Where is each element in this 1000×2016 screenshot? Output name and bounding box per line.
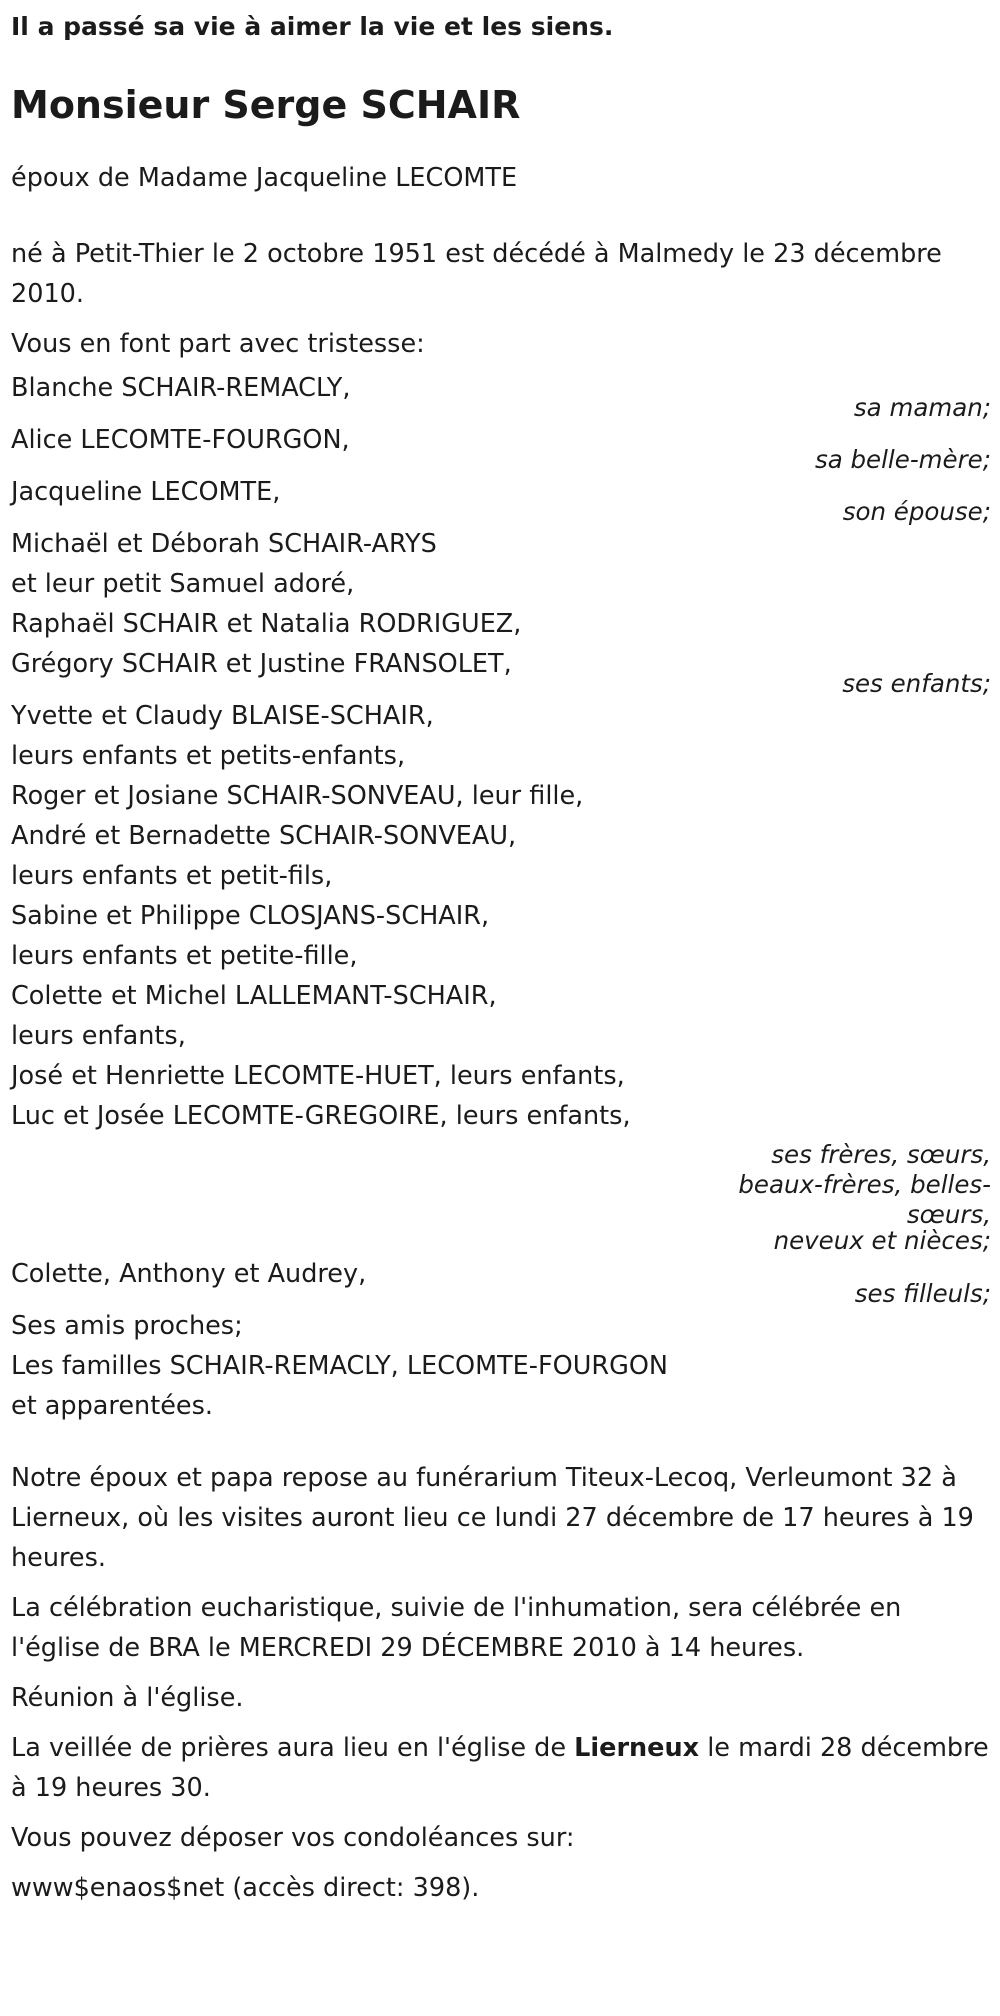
family-line: leurs enfants et petite-fille,: [11, 941, 358, 971]
vigil-place: Lierneux: [574, 1733, 700, 1763]
family-line: Michaël et Déborah SCHAIR-ARYS: [11, 529, 437, 559]
ceremony-paragraph: La célébration eucharistique, suivie de l'inhumation, sera célébrée en l'église de BRA le MERCREDI 29 DÉCEMBRE 2010 à 14 heures.: [11, 1593, 902, 1663]
family-line: et leur petit Samuel adoré,: [11, 569, 355, 599]
family-line: José et Henriette LECOMTE-HUET, leurs enfants,: [11, 1061, 625, 1091]
family-line: Blanche SCHAIR-REMACLY,: [11, 373, 351, 403]
relation-label-2: neveux et nièces;: [773, 1226, 991, 1255]
website-line: www$enaos$net (accès direct: 398).: [11, 1873, 480, 1903]
friends-line: et apparentées.: [11, 1391, 213, 1421]
relation-label: ses enfants;: [842, 669, 991, 698]
vigil-text: La veillée de prières aura lieu en l'église de: [11, 1733, 575, 1763]
relation-label: sa maman;: [853, 393, 991, 422]
intro-line: Vous en font part avec tristesse:: [11, 329, 425, 359]
spouse-line: époux de Madame Jacqueline LECOMTE: [11, 163, 518, 193]
family-line: leurs enfants et petits-enfants,: [11, 741, 406, 771]
friends-line: Ses amis proches;: [11, 1311, 243, 1341]
obituary: [11, 0, 991, 1908]
rest-paragraph: Notre époux et papa repose au funérarium Titeux-Lecoq, Verleumont 32 à Lierneux, où les visites auront lieu ce lundi 27 décembre de 17 heures à 19 heures.: [11, 1463, 974, 1573]
family-line: leurs enfants et petit-fils,: [11, 861, 333, 891]
condolences-line: Vous pouvez déposer vos condoléances sur:: [11, 1823, 575, 1853]
relation-label: [11, 1140, 991, 1230]
family-group-children: [11, 524, 991, 700]
birth-death-line: né à Petit-Thier le 2 octobre 1951 est décédé à Malmedy le 23 décembre 2010.: [11, 239, 942, 309]
family-line: Grégory SCHAIR et Justine FRANSOLET,: [11, 649, 512, 679]
family-line: Alice LECOMTE-FOURGON,: [11, 425, 350, 455]
family-group-mother: [11, 368, 991, 424]
family-group-wife: [11, 472, 991, 528]
family-group-mother-in-law: [11, 420, 991, 476]
family-line: Jacqueline LECOMTE,: [11, 477, 281, 507]
family-group-godchildren: [11, 1254, 991, 1310]
family-line: André et Bernadette SCHAIR-SONVEAU,: [11, 821, 517, 851]
family-line: Colette et Michel LALLEMANT-SCHAIR,: [11, 981, 497, 1011]
relation-label: sa belle-mère;: [814, 445, 991, 474]
friends-line: Les familles SCHAIR-REMACLY, LECOMTE-FOURGON: [11, 1351, 668, 1381]
relation-label-text: ses frères, sœurs, beaux-frères, belles-sœurs,: [738, 1140, 991, 1229]
family-line: Colette, Anthony et Audrey,: [11, 1259, 367, 1289]
relation-label: son épouse;: [842, 497, 991, 526]
family-line: Raphaël SCHAIR et Natalia RODRIGUEZ,: [11, 609, 522, 639]
meeting-line: Réunion à l'église.: [11, 1683, 244, 1713]
family-line: Luc et Josée LECOMTE-GREGOIRE, leurs enfants,: [11, 1101, 631, 1131]
vigil-text-after: le mardi 28 décembre à 19 heures 30.: [11, 1733, 989, 1803]
friends-block: [11, 1306, 991, 1426]
family-line: leurs enfants,: [11, 1021, 186, 1051]
relation-label: ses filleuls;: [854, 1279, 991, 1308]
family-line: Roger et Josiane SCHAIR-SONVEAU, leur fille,: [11, 781, 584, 811]
tagline: Il a passé sa vie à aimer la vie et les siens.: [11, 12, 614, 41]
family-group-siblings: [11, 696, 991, 1254]
vigil-paragraph: [11, 1728, 991, 1808]
deceased-name: Monsieur Serge SCHAIR: [11, 83, 521, 127]
family-line: Yvette et Claudy BLAISE-SCHAIR,: [11, 701, 434, 731]
family-line: Sabine et Philippe CLOSJANS-SCHAIR,: [11, 901, 490, 931]
